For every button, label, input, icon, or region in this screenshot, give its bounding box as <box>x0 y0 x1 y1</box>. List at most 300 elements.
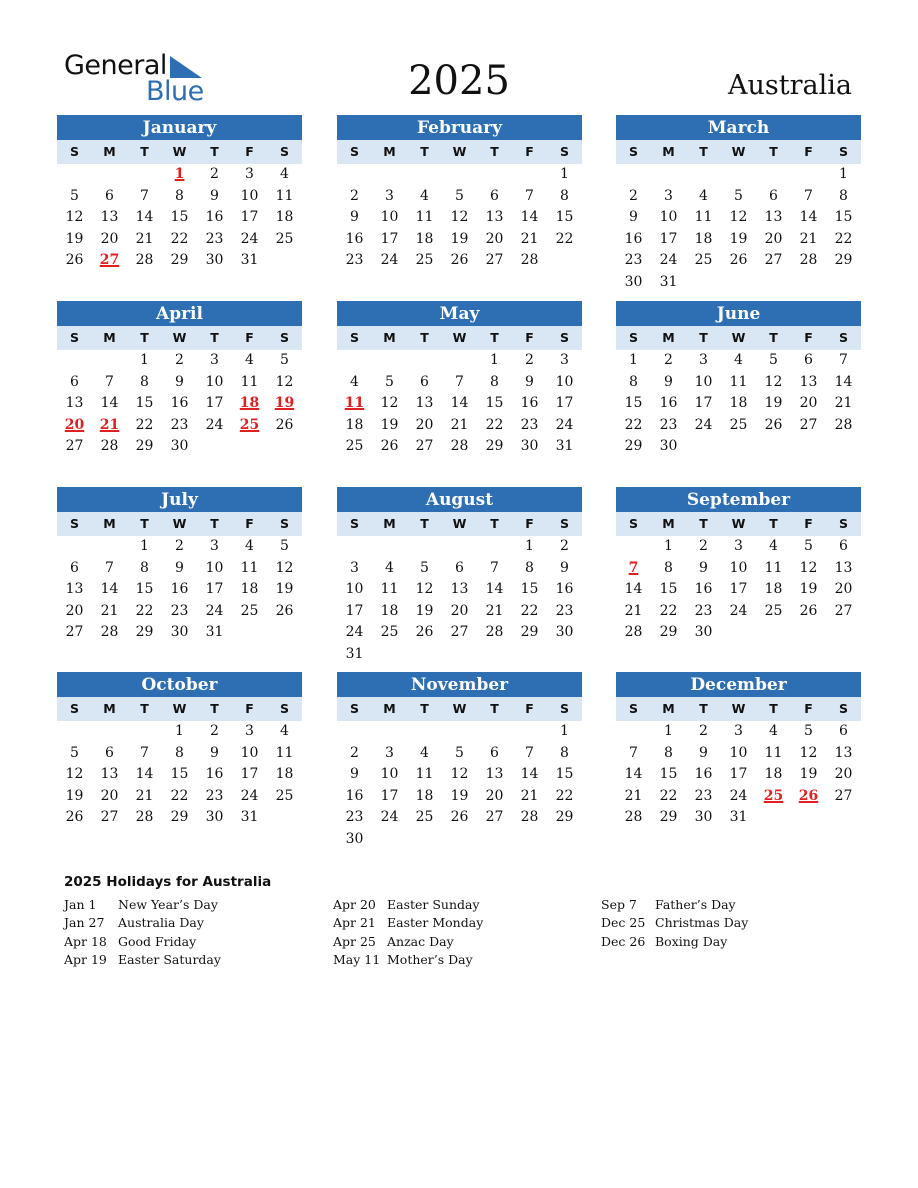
day-cell: 27 <box>834 602 853 619</box>
empty-day-cell <box>826 436 861 458</box>
day-cell: 25 <box>275 230 294 247</box>
day-cell: 20 <box>100 787 119 804</box>
empty-day-cell <box>442 644 477 666</box>
day-cell: 30 <box>659 438 678 455</box>
day-cell: 31 <box>205 624 224 641</box>
day-cell: 6 <box>490 744 499 761</box>
day-cell: 29 <box>624 438 643 455</box>
weekday-header <box>337 140 582 164</box>
day-cell: 29 <box>485 438 504 455</box>
week-row <box>337 786 582 808</box>
day-cell: 27 <box>65 624 84 641</box>
week-row <box>337 393 582 415</box>
weekday-label: M <box>662 701 675 716</box>
day-cell: 1 <box>560 166 569 182</box>
day-cell: 3 <box>560 352 569 368</box>
holiday-day-cell: 27 <box>99 252 120 269</box>
day-cell: 11 <box>764 559 783 576</box>
weekday-label: S <box>279 516 289 531</box>
week-row <box>337 372 582 394</box>
day-cell: 19 <box>799 581 818 598</box>
day-cell: 4 <box>280 723 289 739</box>
day-cell: 24 <box>729 787 748 804</box>
day-cell: 29 <box>520 624 539 641</box>
week-row <box>616 186 861 208</box>
day-cell: 18 <box>764 581 783 598</box>
weekday-label: F <box>525 516 534 531</box>
week-row <box>337 207 582 229</box>
day-cell: 7 <box>525 744 534 761</box>
empty-day-cell <box>372 721 407 743</box>
week-row <box>616 250 861 272</box>
day-cell: 14 <box>520 766 539 783</box>
day-cell: 6 <box>455 559 464 576</box>
day-cell: 19 <box>65 787 84 804</box>
day-cell: 30 <box>555 624 574 641</box>
holiday-day-cell: 1 <box>174 166 185 182</box>
day-cell: 25 <box>275 787 294 804</box>
day-cell: 1 <box>525 538 534 554</box>
weekday-label: F <box>525 330 534 345</box>
month-february <box>337 115 582 272</box>
day-cell: 1 <box>664 538 673 554</box>
day-cell: 6 <box>420 373 429 390</box>
weekday-header <box>337 326 582 350</box>
day-cell: 9 <box>350 766 359 783</box>
empty-day-cell <box>547 250 582 272</box>
day-cell: 25 <box>380 624 399 641</box>
week-row <box>616 622 861 644</box>
day-cell: 29 <box>135 438 154 455</box>
day-cell: 16 <box>694 766 713 783</box>
day-cell: 30 <box>205 809 224 826</box>
week-row <box>616 272 861 294</box>
weekday-label: W <box>731 701 746 716</box>
holiday-date: Dec 25 <box>601 915 646 931</box>
day-cell: 3 <box>699 352 708 368</box>
holiday-day-cell: 19 <box>274 395 295 412</box>
weekday-label: T <box>769 144 778 159</box>
day-cell: 24 <box>694 416 713 433</box>
empty-day-cell <box>372 536 407 558</box>
week-row <box>616 393 861 415</box>
day-cell: 16 <box>624 230 643 247</box>
empty-day-cell <box>442 721 477 743</box>
holidays-title: 2025 Holidays for Australia <box>64 874 272 890</box>
holiday-name: Mother’s Day <box>387 951 473 967</box>
empty-day-cell <box>337 164 372 186</box>
day-cell: 29 <box>834 252 853 269</box>
day-cell: 28 <box>135 809 154 826</box>
holiday-day-cell: 25 <box>239 416 260 433</box>
day-cell: 15 <box>170 766 189 783</box>
week-row <box>57 436 302 458</box>
day-cell: 27 <box>834 787 853 804</box>
day-cell: 16 <box>170 581 189 598</box>
day-cell: 30 <box>694 624 713 641</box>
weekday-label: S <box>69 144 79 159</box>
day-cell: 21 <box>485 602 504 619</box>
weekday-label: S <box>559 701 569 716</box>
weekday-label: T <box>210 701 219 716</box>
day-cell: 11 <box>240 373 259 390</box>
empty-day-cell <box>442 536 477 558</box>
day-cell: 10 <box>380 209 399 226</box>
weekday-label: T <box>210 330 219 345</box>
day-cell: 8 <box>664 744 673 761</box>
day-cell: 13 <box>834 744 853 761</box>
day-cell: 13 <box>65 395 84 412</box>
day-cell: 17 <box>205 581 224 598</box>
day-cell: 25 <box>415 809 434 826</box>
day-cell: 26 <box>65 809 84 826</box>
weekday-label: S <box>69 330 79 345</box>
empty-day-cell <box>337 350 372 372</box>
weekday-label: M <box>103 144 116 159</box>
weekday-label: S <box>838 144 848 159</box>
day-cell: 12 <box>764 373 783 390</box>
week-row <box>616 436 861 458</box>
weekday-label: T <box>210 144 219 159</box>
day-cell: 30 <box>345 830 364 847</box>
day-cell: 27 <box>485 252 504 269</box>
weekday-label: W <box>452 144 467 159</box>
holiday-date: Jan 1 <box>64 897 97 912</box>
weekday-label: T <box>769 516 778 531</box>
holiday-date: Dec 26 <box>601 933 646 949</box>
day-cell: 29 <box>135 624 154 641</box>
day-cell: 21 <box>135 230 154 247</box>
day-cell: 7 <box>105 373 114 390</box>
holiday-list-item <box>601 933 748 951</box>
day-cell: 8 <box>839 187 848 204</box>
day-cell: 18 <box>345 416 364 433</box>
day-cell: 19 <box>450 787 469 804</box>
empty-day-cell <box>442 164 477 186</box>
weekday-label: T <box>490 330 499 345</box>
day-cell: 7 <box>804 187 813 204</box>
day-cell: 23 <box>694 602 713 619</box>
day-cell: 5 <box>280 538 289 554</box>
weekday-label: M <box>103 330 116 345</box>
day-cell: 26 <box>415 624 434 641</box>
day-cell: 9 <box>699 744 708 761</box>
month-august <box>337 487 582 666</box>
day-cell: 2 <box>629 187 638 204</box>
day-cell: 9 <box>525 373 534 390</box>
week-row <box>337 622 582 644</box>
day-cell: 27 <box>799 416 818 433</box>
weekday-label: S <box>279 144 289 159</box>
day-cell: 13 <box>415 395 434 412</box>
day-cell: 23 <box>555 602 574 619</box>
week-row <box>337 721 582 743</box>
day-cell: 19 <box>764 395 783 412</box>
day-cell: 8 <box>175 187 184 204</box>
day-cell: 10 <box>555 373 574 390</box>
day-cell: 2 <box>210 166 219 182</box>
week-row <box>616 721 861 743</box>
week-row <box>616 579 861 601</box>
day-cell: 31 <box>729 809 748 826</box>
day-cell: 9 <box>175 559 184 576</box>
day-cell: 31 <box>345 645 364 662</box>
weekday-label: F <box>804 701 813 716</box>
holiday-date: Apr 21 <box>333 915 376 931</box>
day-cell: 25 <box>415 252 434 269</box>
day-cell: 1 <box>664 723 673 739</box>
day-cell: 15 <box>555 766 574 783</box>
day-cell: 18 <box>415 230 434 247</box>
weekday-label: S <box>69 701 79 716</box>
day-cell: 2 <box>175 352 184 368</box>
day-cell: 17 <box>240 766 259 783</box>
empty-day-cell <box>92 350 127 372</box>
empty-day-cell <box>616 164 651 186</box>
weekday-label: T <box>490 144 499 159</box>
week-row <box>616 558 861 580</box>
day-cell: 28 <box>100 624 119 641</box>
day-cell: 10 <box>694 373 713 390</box>
week-row <box>57 393 302 415</box>
day-cell: 3 <box>245 723 254 739</box>
weekday-label: M <box>383 144 396 159</box>
day-cell: 6 <box>490 187 499 204</box>
holiday-list-item <box>333 951 483 969</box>
week-row <box>337 807 582 829</box>
day-cell: 29 <box>555 809 574 826</box>
day-cell: 6 <box>105 187 114 204</box>
day-cell: 13 <box>100 209 119 226</box>
day-cell: 22 <box>170 787 189 804</box>
day-cell: 16 <box>555 581 574 598</box>
weekday-label: T <box>140 701 149 716</box>
holiday-day-cell: 26 <box>798 787 819 804</box>
holiday-day-cell: 7 <box>628 559 639 576</box>
weekday-label: W <box>172 144 187 159</box>
day-cell: 30 <box>205 252 224 269</box>
holiday-name: Easter Monday <box>387 915 484 931</box>
day-cell: 14 <box>135 209 154 226</box>
weekday-label: M <box>662 516 675 531</box>
day-cell: 24 <box>345 624 364 641</box>
month-october <box>57 672 302 829</box>
week-row <box>57 372 302 394</box>
day-cell: 12 <box>65 766 84 783</box>
weekday-label: T <box>769 701 778 716</box>
day-cell: 17 <box>694 395 713 412</box>
day-cell: 24 <box>205 416 224 433</box>
weekday-label: T <box>699 330 708 345</box>
holiday-name: Boxing Day <box>655 933 728 949</box>
weekday-label: W <box>731 516 746 531</box>
day-cell: 1 <box>560 723 569 739</box>
empty-day-cell <box>57 721 92 743</box>
day-cell: 10 <box>205 373 224 390</box>
day-cell: 9 <box>210 744 219 761</box>
empty-day-cell <box>791 436 826 458</box>
month-name: April <box>57 301 302 326</box>
empty-day-cell <box>686 272 721 294</box>
day-cell: 23 <box>624 252 643 269</box>
week-row <box>57 164 302 186</box>
weekday-label: T <box>140 330 149 345</box>
holiday-name: Easter Sunday <box>387 897 480 912</box>
weekday-label: S <box>349 516 359 531</box>
day-cell: 5 <box>280 352 289 368</box>
day-cell: 14 <box>100 395 119 412</box>
holiday-list-item <box>333 914 483 932</box>
empty-day-cell <box>337 536 372 558</box>
day-cell: 5 <box>769 352 778 368</box>
weekday-label: M <box>103 701 116 716</box>
weekday-label: W <box>172 516 187 531</box>
week-row <box>337 536 582 558</box>
holiday-list-item <box>333 933 483 951</box>
day-cell: 8 <box>175 744 184 761</box>
day-cell: 15 <box>555 209 574 226</box>
day-cell: 18 <box>764 766 783 783</box>
weekday-label: S <box>279 701 289 716</box>
empty-day-cell <box>721 622 756 644</box>
day-cell: 12 <box>450 766 469 783</box>
weekday-label: T <box>420 701 429 716</box>
month-name: May <box>337 301 582 326</box>
weekday-label: S <box>559 516 569 531</box>
day-cell: 16 <box>345 787 364 804</box>
day-cell: 12 <box>799 559 818 576</box>
day-cell: 11 <box>380 581 399 598</box>
weekday-label: T <box>140 516 149 531</box>
day-cell: 6 <box>105 744 114 761</box>
day-cell: 16 <box>205 209 224 226</box>
month-january <box>57 115 302 272</box>
day-cell: 12 <box>415 581 434 598</box>
day-cell: 23 <box>694 787 713 804</box>
day-cell: 26 <box>799 602 818 619</box>
weekday-header <box>57 697 302 721</box>
weekday-label: M <box>383 516 396 531</box>
week-row <box>337 764 582 786</box>
empty-day-cell <box>232 622 267 644</box>
day-cell: 21 <box>520 787 539 804</box>
day-cell: 12 <box>799 744 818 761</box>
day-cell: 11 <box>729 373 748 390</box>
weekday-label: F <box>245 516 254 531</box>
week-row <box>337 743 582 765</box>
day-cell: 21 <box>135 787 154 804</box>
week-row <box>337 415 582 437</box>
day-cell: 17 <box>729 766 748 783</box>
holiday-date: Apr 18 <box>64 933 107 949</box>
day-cell: 20 <box>485 230 504 247</box>
week-row <box>57 601 302 623</box>
holiday-date: Jan 27 <box>64 915 105 931</box>
weekday-label: W <box>172 701 187 716</box>
day-cell: 15 <box>659 581 678 598</box>
day-cell: 26 <box>65 252 84 269</box>
day-cell: 11 <box>415 766 434 783</box>
holiday-name: Father’s Day <box>655 897 736 912</box>
weekday-label: T <box>490 701 499 716</box>
day-cell: 13 <box>799 373 818 390</box>
day-cell: 5 <box>385 373 394 390</box>
empty-day-cell <box>267 436 302 458</box>
day-cell: 13 <box>485 209 504 226</box>
day-cell: 19 <box>450 230 469 247</box>
day-cell: 10 <box>729 744 748 761</box>
day-cell: 5 <box>804 723 813 739</box>
empty-day-cell <box>92 164 127 186</box>
day-cell: 28 <box>799 252 818 269</box>
weekday-label: F <box>525 144 534 159</box>
holiday-list-item <box>64 914 221 932</box>
weekday-label: T <box>699 701 708 716</box>
day-cell: 23 <box>205 787 224 804</box>
week-row <box>57 558 302 580</box>
empty-day-cell <box>686 164 721 186</box>
weekday-label: M <box>662 330 675 345</box>
holiday-name: New Year’s Day <box>118 897 218 912</box>
holiday-list-column <box>64 896 221 969</box>
holiday-day-cell: 21 <box>99 416 120 433</box>
day-cell: 31 <box>659 273 678 290</box>
day-cell: 13 <box>834 559 853 576</box>
empty-day-cell <box>721 272 756 294</box>
holiday-name: Christmas Day <box>655 915 749 931</box>
day-cell: 9 <box>560 559 569 576</box>
weekday-label: S <box>838 330 848 345</box>
day-cell: 20 <box>450 602 469 619</box>
month-name: September <box>616 487 861 512</box>
weekday-label: T <box>210 516 219 531</box>
day-cell: 14 <box>100 581 119 598</box>
day-cell: 11 <box>415 209 434 226</box>
day-cell: 22 <box>555 787 574 804</box>
day-cell: 14 <box>520 209 539 226</box>
empty-day-cell <box>756 272 791 294</box>
empty-day-cell <box>616 721 651 743</box>
day-cell: 9 <box>175 373 184 390</box>
week-row <box>337 829 582 851</box>
day-cell: 15 <box>135 395 154 412</box>
weekday-label: T <box>769 330 778 345</box>
day-cell: 30 <box>520 438 539 455</box>
day-cell: 18 <box>380 602 399 619</box>
day-cell: 4 <box>420 187 429 204</box>
month-march <box>616 115 861 294</box>
logo-blue-text: Blue <box>146 76 204 107</box>
week-row <box>57 622 302 644</box>
day-cell: 18 <box>275 766 294 783</box>
day-cell: 9 <box>350 209 359 226</box>
day-cell: 14 <box>834 373 853 390</box>
day-cell: 30 <box>624 273 643 290</box>
day-cell: 31 <box>240 252 259 269</box>
day-cell: 19 <box>415 602 434 619</box>
day-cell: 17 <box>555 395 574 412</box>
empty-day-cell <box>372 164 407 186</box>
day-cell: 25 <box>729 416 748 433</box>
empty-day-cell <box>756 622 791 644</box>
day-cell: 18 <box>415 787 434 804</box>
day-cell: 1 <box>490 352 499 368</box>
day-cell: 7 <box>525 187 534 204</box>
day-cell: 6 <box>839 538 848 554</box>
day-cell: 30 <box>170 438 189 455</box>
weekday-header <box>337 512 582 536</box>
empty-day-cell <box>197 436 232 458</box>
